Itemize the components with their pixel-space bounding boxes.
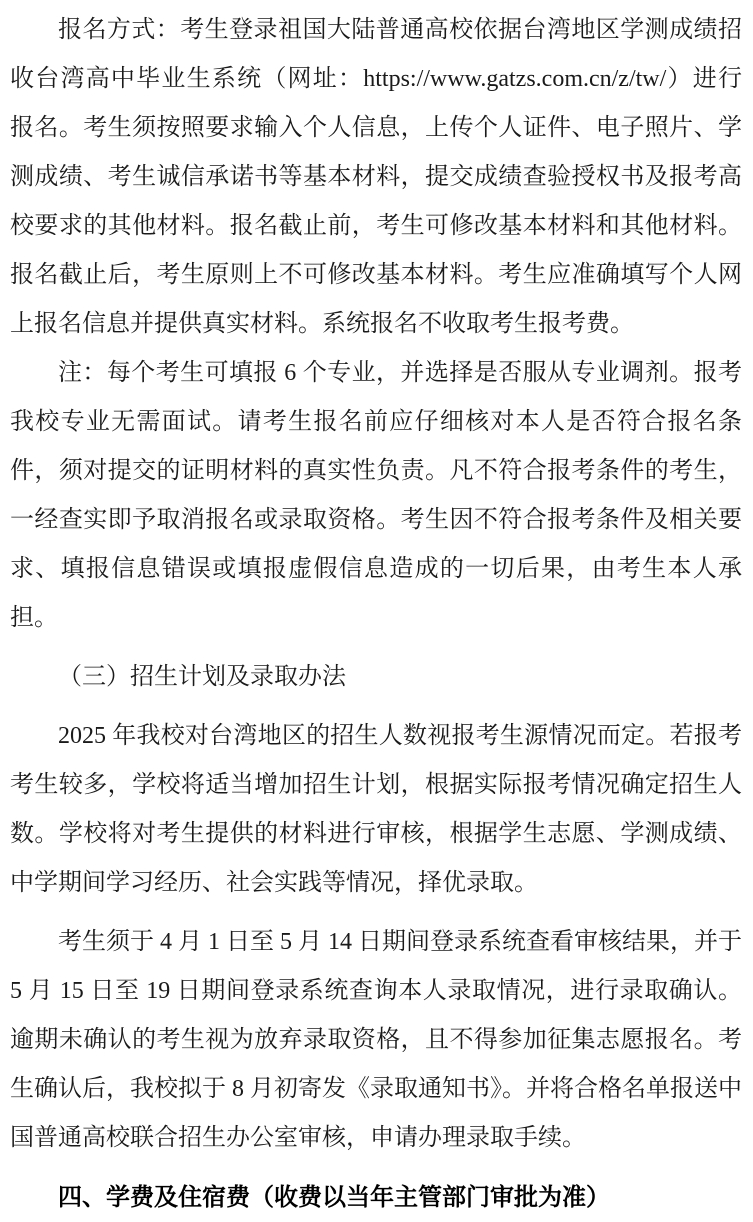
section-subheading-enrollment-plan: （三）招生计划及录取办法 [58, 664, 346, 690]
paragraph-enrollment-plan-details: 2025 年我校对台湾地区的招生人数视报考生源情况而定。若报考考生较多，学校将适当增加招生计划，根据实际报考情况确定招生人数。学校将对考生提供的材料进行审核，根据学生志愿、学测成绩、中学期间学习经历、社会实践等情况，择优录取。 [10, 723, 742, 896]
section-heading-tuition-and-accommodation: 四、学费及住宿费（收费以当年主管部门审批为准） [58, 1184, 610, 1211]
paragraph-admission-confirmation: 考生须于 4 月 1 日至 5 月 14 日期间登录系统查看审核结果，并于 5 月 15 日至 19 日期间登录系统查询本人录取情况，进行录取确认。逾期未确认的考生视为放弃录取资格，且不得参加征集志愿报名。考生确认后，我校拟于 8 月初寄发《录取通知书》。并将合格名单报送中国普通高校联合招生办公室审核，申请办理录取手续。 [10, 929, 742, 1151]
paragraph-registration-method: 报名方式：考生登录祖国大陆普通高校依据台湾地区学测成绩招收台湾高中毕业生系统（网址：https://www.gatzs.com.cn/z/tw/）进行报名。考生须按照要求输入个人信息，上传个人证件、电子照片、学测成绩、考生诚信承诺书等基本材料，提交成绩查验授权书及报考高校要求的其他材料。报名截止前，考生可修改基本材料和其他材料。报名截止后，考生原则上不可修改基本材料。考生应准确填写个人网上报名信息并提供真实材料。系统报名不收取考生报考费。 [10, 17, 742, 337]
paragraph-note-majors-and-eligibility: 注：每个考生可填报 6 个专业，并选择是否服从专业调剂。报考我校专业无需面试。请考生报名前应仔细核对本人是否符合报名条件，须对提交的证明材料的真实性负责。凡不符合报考条件的考生，一经查实即予取消报名或录取资格。考生因不符合报考条件及相关要求、填报信息错误或填报虚假信息造成的一切后果，由考生本人承担。 [10, 360, 742, 631]
